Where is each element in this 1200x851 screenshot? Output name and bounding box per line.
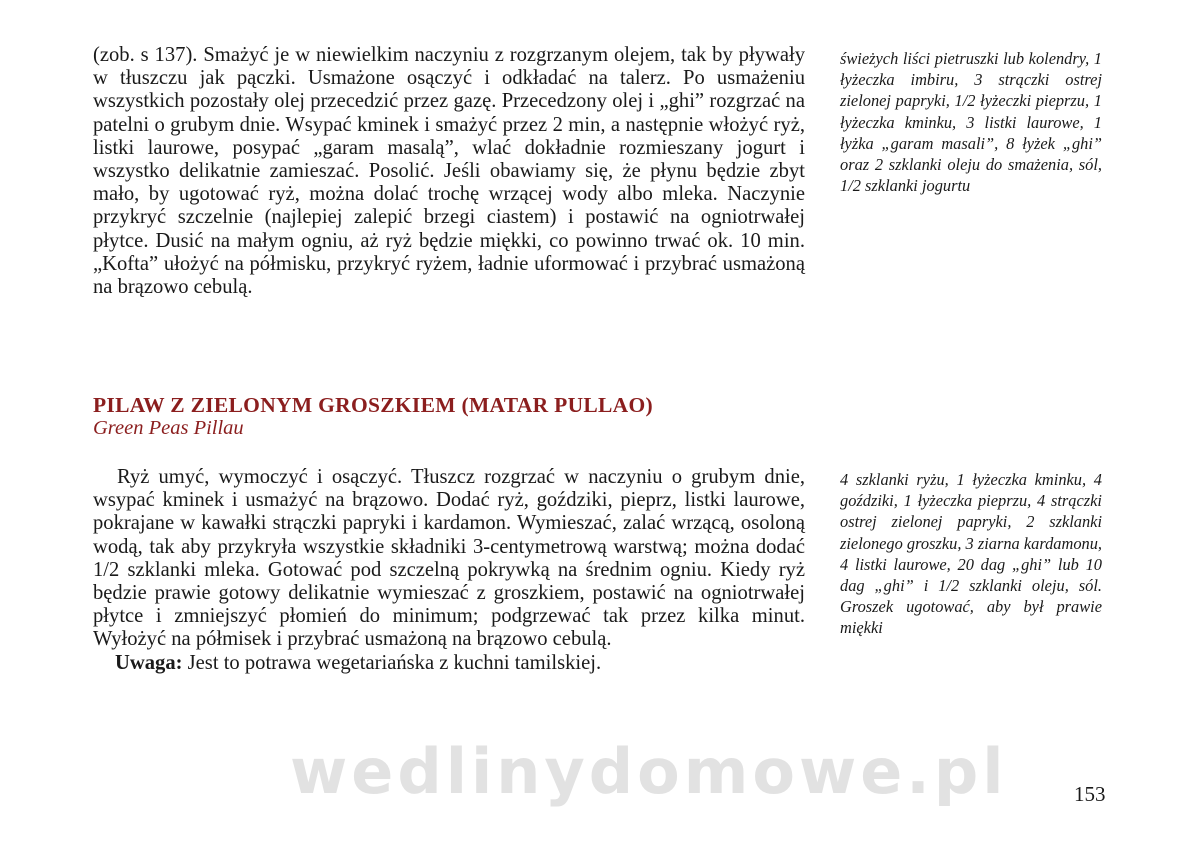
recipe2-ingredients: 4 szklanki ryżu, 1 łyżeczka kminku, 4 goździki, 1 łyżeczka pieprzu, 4 strączki ostrej zielonej papryki, 2 szklanki zielonego groszku, 3 ziarna kardamonu, 4 listki laurowe, 20 dag „ghi” lub 10 dag „ghi” i 1/2 szklanki oleju, sól. Groszek ugotować, aby był prawie miękki bbox=[840, 470, 1102, 638]
note-text: Jest to potrawa wegetariańska z kuchni tamilskiej. bbox=[182, 651, 602, 674]
note-label: Uwaga: bbox=[115, 651, 183, 674]
recipe2-note bbox=[93, 652, 805, 675]
recipe2-title: PILAW Z ZIELONYM GROSZKIEM (MATAR PULLAO) bbox=[93, 393, 653, 417]
recipe1-body bbox=[93, 44, 805, 299]
recipe2-subtitle: Green Peas Pillau bbox=[93, 417, 244, 439]
recipe1-paragraph: (zob. s 137). Smażyć je w niewielkim naczyniu z rozgrzanym olejem, tak by pływały w tłuszczu jak pączki. Usmażone osączyć i odkładać na talerz. Po usmażeniu wszystkich pozostały olej przecedzić przez gazę. Przecedzony olej i „ghi” rozgrzać na patelni o grubym dnie. Wsypać kminek i smażyć przez 2 min, a następnie włożyć ryż, listki laurowe, posypać „garam masalą”, wlać dokładnie rozmieszany jogurt i wszystko delikatnie zamieszać. Posolić. Jeśli obawiamy się, że płynu będzie zbyt mało, by ugotować ryż, można dolać trochę wrzącej wody albo mleka. Naczynie przykryć szczelnie (najlepiej zalepić brzegi ciastem) i postawić na ogniotrwałej płytce. Dusić na małym ogniu, aż ryż będzie miękki, co powinno trwać ok. 10 min. „Kofta” ułożyć na półmisku, przykryć ryżem, ładnie uformować i przybrać usmażoną na brązowo cebulą. bbox=[93, 44, 805, 299]
recipe1-ingredients: świeżych liści pietruszki lub kolendry, 1 łyżeczka imbiru, 3 strączki ostrej zielonej papryki, 1/2 łyżeczki pieprzu, 1 łyżeczka kminku, 3 listki laurowe, 1 łyżka „garam masali”, 8 łyżek „ghi” oraz 2 szklanki oleju do smażenia, sól, 1/2 szklanki jogurtu bbox=[840, 49, 1102, 196]
watermark: wedlinydomowe.pl bbox=[290, 735, 1008, 808]
recipe2-body bbox=[93, 466, 805, 675]
page-number: 153 bbox=[1074, 782, 1106, 806]
recipe2-paragraph: Ryż umyć, wymoczyć i osączyć. Tłuszcz rozgrzać w naczyniu o grubym dnie, wsypać kminek i usmażyć na brązowo. Dodać ryż, goździki, pieprz, listki laurowe, pokrajane w kawałki strączki papryki i kardamon. Wymieszać, zalać wrzącą, osoloną wodą, tak aby przykryła wszystkie składniki 3-centymetrową warstwą; można dodać 1/2 szklanki mleka. Gotować pod szczelną pokrywką na średnim ogniu. Kiedy ryż będzie prawie gotowy delikatnie wymieszać z groszkiem, postawić na ogniotrwałej płytce i zmniejszyć płomień do minimum; podgrzewać tak przez kilka minut. Wyłożyć na półmisek i przybrać usmażoną na brązowo cebulą. bbox=[93, 466, 805, 651]
